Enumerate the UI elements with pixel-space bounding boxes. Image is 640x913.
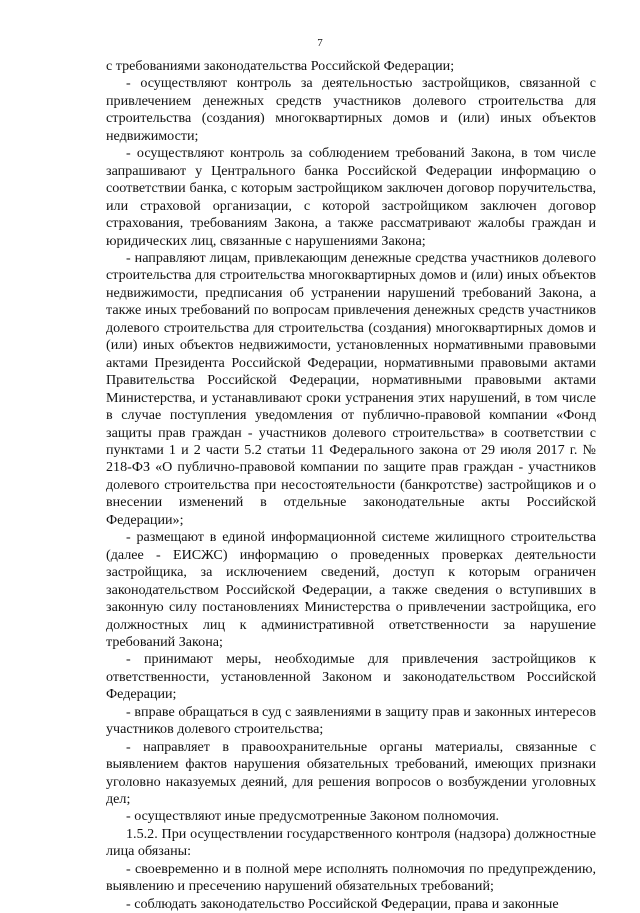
paragraph: - вправе обращаться в суд с заявлениями в защиту прав и законных интересов участников долевого строительства;: [106, 703, 596, 738]
paragraph: - размещают в единой информационной системе жилищного строительства (далее - ЕИСЖС) информацию о проведенных проверках деятельности застройщика, за исключением сведений, доступ к которым ограничен законодательством Российской Федерации, а также сведения о вступивших в законную силу постановлениях Министерства о привлечении застройщика, его должностных лиц к административной ответственности за нарушение требований Закона;: [106, 529, 596, 650]
paragraph: - осуществляют контроль за соблюдением требований Закона, в том числе запрашивают у Центрального банка Российской Федерации информацию о соответствии банка, с которым застройщиком заключен договор поручительства, или страховой организации, с которой застройщиком заключен договор страхования, требованиям Закона, а также рассматривают жалобы граждан и юридических лиц, связанные с нарушениями Закона;: [106, 145, 596, 249]
body-text: [106, 58, 596, 913]
paragraph: - осуществляют контроль за деятельностью застройщиков, связанной с привлечением денежных средств участников долевого строительства для строительства (создания) многоквартирных домов и (или) иных объектов недвижимости;: [106, 75, 596, 144]
paragraph: - направляет в правоохранительные органы материалы, связанные с выявлением фактов нарушения обязательных требований, имеющих признаки уголовно наказуемых деяний, для решения вопросов о возбуждении уголовных дел;: [106, 738, 596, 808]
page-number: 7: [317, 37, 323, 49]
paragraph: - соблюдать законодательство Российской Федерации, права и законные: [126, 895, 559, 912]
paragraph: - принимают меры, необходимые для привлечения застройщиков к ответственности, установленной Законом и законодательством Российской Федерации;: [106, 651, 596, 703]
paragraph: 1.5.2. При осуществлении государственного контроля (надзора) должностные лица обязаны:: [106, 825, 596, 860]
paragraph: с требованиями законодательства Российской Федерации;: [106, 58, 455, 74]
paragraph: - направляют лицам, привлекающим денежные средства участников долевого строительства для строительства многоквартирных домов и (или) иных объектов недвижимости, предписания об устранении нарушений требований Закона, а также иных требований по вопросам привлечения денежных средств участников долевого строительства для строительства (создания) многоквартирных домов и (или) иных объектов недвижимости, установленных нормативными правовыми актами Президента Российской Федерации, нормативными правовыми актами Правительства Российской Федерации, нормативными правовыми актами Министерства, и устанавливают сроки устранения этих нарушений, в том числе в случае поступления уведомления от публично-правовой компании «Фонд защиты прав граждан - участников долевого строительства» в соответствии с пунктами 1 и 2 части 5.2 статьи 11 Федерального закона от 29 июля 2017 г. № 218-ФЗ «О публично-правовой компании по защите прав граждан - участников долевого строительства при несостоятельности (банкротстве) застройщиков и о внесении изменений в отдельные законодательные акты Российской Федерации»;: [106, 249, 596, 528]
paragraph: - своевременно и в полной мере исполнять полномочия по предупреждению, выявлению и пресечению нарушений обязательных требований;: [106, 860, 596, 895]
paragraph: - осуществляют иные предусмотренные Законом полномочия.: [126, 808, 500, 825]
